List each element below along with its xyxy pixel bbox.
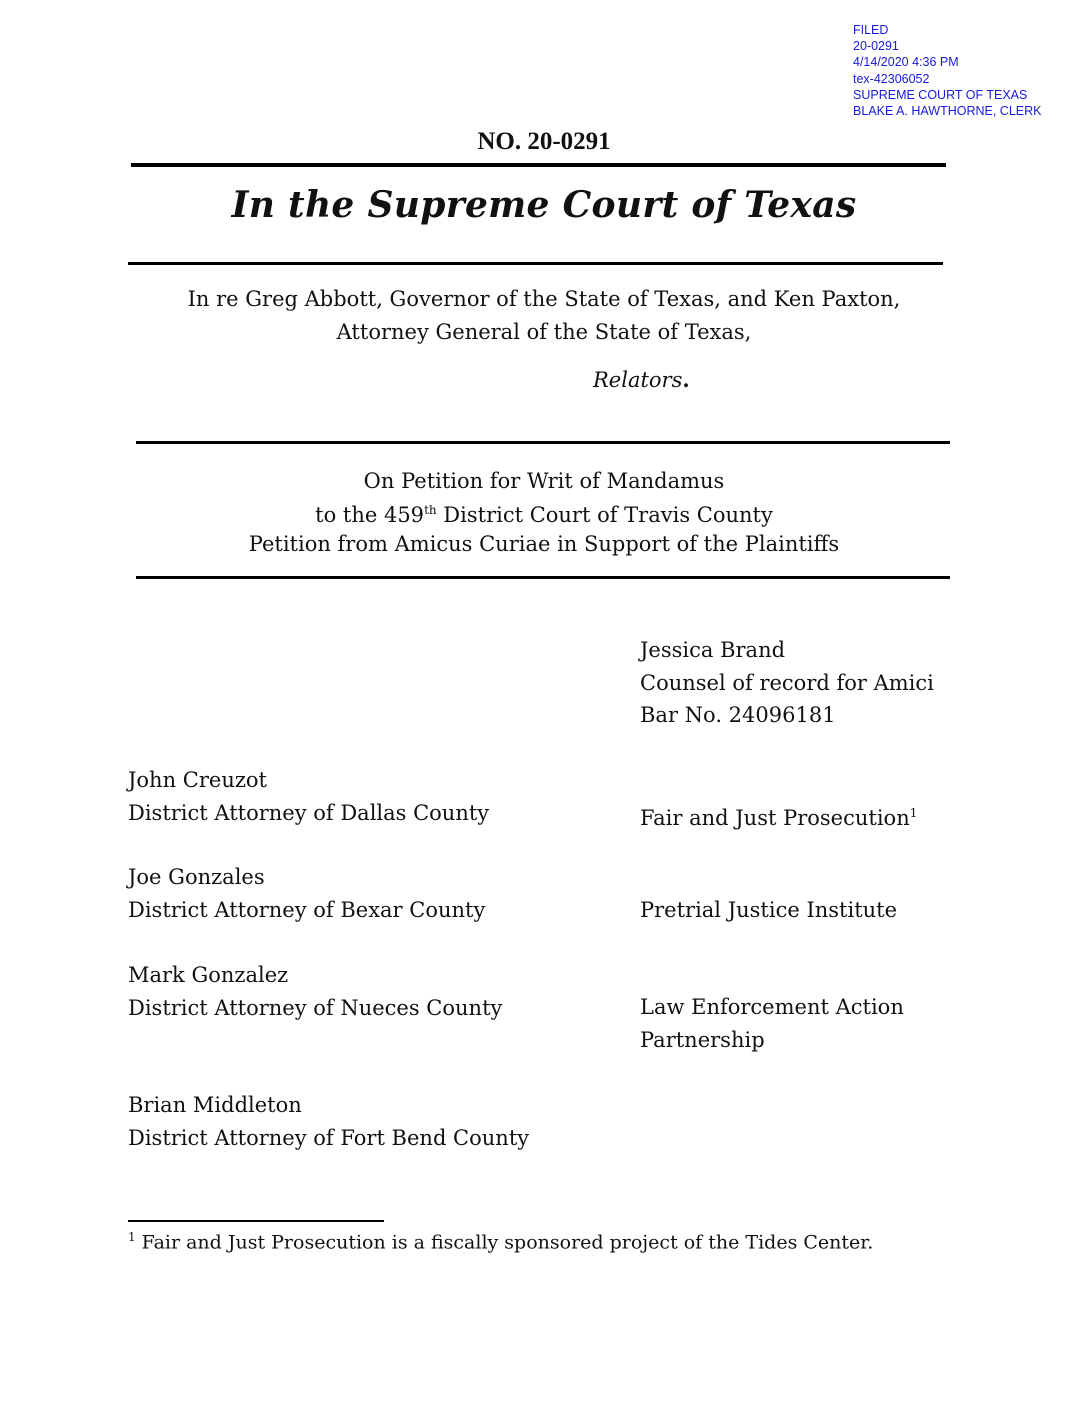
petition-caption — [0, 467, 1088, 559]
amicus-title: District Attorney of Dallas County — [128, 800, 490, 825]
petition-line-pre: to the 459 — [315, 503, 425, 527]
relators-punct: . — [682, 367, 690, 392]
stamp-line: 20-0291 — [853, 39, 899, 54]
petition-line: Petition from Amicus Curiae in Support of the Plaintiffs — [248, 532, 840, 556]
petition-line — [0, 496, 1088, 530]
footnote-ref[interactable]: 1 — [909, 806, 918, 820]
amicus-name: John Creuzot — [128, 768, 267, 792]
amicus-name: Joe Gonzales — [128, 865, 265, 889]
footnote-text: Fair and Just Prosecution is a fiscally sponsored project of the Tides Center. — [135, 1231, 874, 1254]
amicus-entry — [128, 861, 485, 926]
amicus-entry — [128, 764, 489, 829]
footnote-divider — [128, 1220, 384, 1222]
org-name: Fair and Just Prosecution — [640, 806, 910, 830]
amicus-org — [640, 797, 917, 835]
relators-label — [593, 367, 690, 392]
relators-role: Relators — [593, 368, 683, 392]
amicus-title: District Attorney of Nueces County — [128, 995, 503, 1020]
stamp-line: tex-42306052 — [853, 71, 930, 86]
amicus-name: Mark Gonzalez — [128, 963, 289, 987]
stamp-line: 4/14/2020 4:36 PM — [853, 55, 959, 70]
org-name: Partnership — [640, 1027, 765, 1052]
divider — [136, 441, 950, 444]
amicus-entry — [128, 959, 502, 1024]
filing-stamp — [853, 22, 1041, 119]
divider — [131, 163, 946, 167]
docket-number: NO. 20-0291 — [477, 128, 611, 155]
footnote-mark: 1 — [128, 1230, 136, 1244]
counsel-role: Counsel of record for Amici — [640, 670, 934, 695]
divider — [128, 262, 943, 265]
court-title: In the Supreme Court of Texas — [231, 184, 857, 226]
petition-line: On Petition for Writ of Mandamus — [363, 469, 725, 493]
counsel-name: Jessica Brand — [640, 638, 786, 662]
amicus-org — [640, 991, 904, 1056]
counsel-block — [640, 634, 934, 732]
amicus-title: District Attorney of Bexar County — [128, 897, 486, 922]
amicus-org: Pretrial Justice Institute — [640, 898, 898, 922]
counsel-bar: Bar No. 24096181 — [640, 703, 836, 727]
stamp-line: FILED — [853, 23, 889, 37]
footnote — [128, 1230, 873, 1253]
petition-line-post: District Court of Travis County — [436, 503, 773, 527]
divider — [136, 576, 950, 579]
stamp-line: SUPREME COURT OF TEXAS — [853, 87, 1028, 102]
ordinal-suffix: th — [424, 503, 437, 517]
parties-line: In re Greg Abbott, Governor of the State of Texas, and Ken Paxton, — [187, 287, 901, 311]
amicus-entry — [128, 1089, 529, 1154]
parties-line: Attorney General of the State of Texas, — [336, 320, 752, 344]
org-name: Law Enforcement Action — [640, 995, 904, 1019]
amicus-title: District Attorney of Fort Bend County — [128, 1125, 530, 1150]
amicus-name: Brian Middleton — [128, 1093, 302, 1117]
stamp-line: BLAKE A. HAWTHORNE, CLERK — [853, 104, 1042, 119]
